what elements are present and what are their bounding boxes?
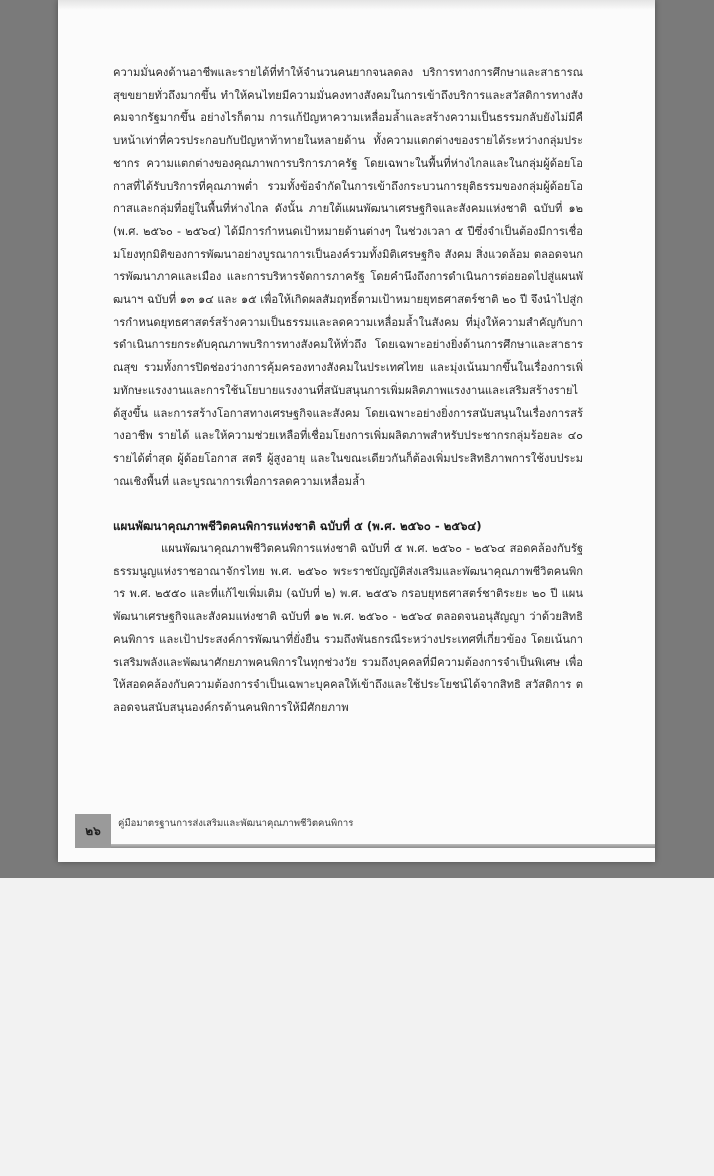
paragraph-spacer xyxy=(113,493,583,515)
document-page xyxy=(58,0,655,862)
footer-rule xyxy=(111,844,655,848)
running-footer-title: คู่มือมาตรฐานการส่งเสริมและพัฒนาคุณภาพชีวิตคนพิการ xyxy=(118,818,354,829)
section-heading: แผนพัฒนาคุณภาพชีวิตคนพิการแห่งชาติ ฉบับที่ ๕ (พ.ศ. ๒๕๖๐ - ๒๕๖๔) xyxy=(113,519,482,534)
paragraph-2: แผนพัฒนาคุณภาพชีวิตคนพิการแห่งชาติ ฉบับที่ ๕ พ.ศ. ๒๕๖๐ - ๒๕๖๔ สอดคล้องกับรัฐธรรมนูญแห่งราชอาณาจักรไทย พ.ศ. ๒๕๖๐ พระราชบัญญัติส่งเสริมและพัฒนาคุณภาพชีวิตคนพิการ พ.ศ. ๒๕๕๐ และที่แก้ไขเพิ่มเติม (ฉบับที่ ๒) พ.ศ. ๒๕๕๖ กรอบยุทธศาสตร์ชาติระยะ ๒๐ ปี แผนพัฒนาเศรษฐกิจและสังคมแห่งชาติ ฉบับที่ ๑๒ พ.ศ. ๒๕๖๐ - ๒๕๖๔ ตลอดจนอนุสัญญา ว่าด้วยสิทธิคนพิการ และเป้าประสงค์การพัฒนาที่ยั่งยืน รวมถึงพันธกรณีระหว่างประเทศที่เกี่ยวข้อง โดยเน้นการเสริมพลังและพัฒนาศักยภาพคนพิการในทุกช่วงวัย รวมถึงบุคคลที่มีความต้องการจำเป็นพิเศษ เพื่อให้สอดคล้องกับความต้องการจำเป็นเฉพาะบุคคลให้เข้าถึงและใช้ประโยชน์ได้จากสิทธิ สวัสดิการ ตลอดจนสนับสนุนองค์กรด้านคนพิการให้มีศักยภาพ xyxy=(113,542,583,714)
page-footer xyxy=(58,814,655,848)
page-top-shadow xyxy=(58,0,655,10)
page-number: ๒๖ xyxy=(85,823,101,838)
page-number-badge xyxy=(75,814,111,848)
paragraph-1: ความมั่นคงด้านอาชีพและรายได้ที่ทำให้จำนวนคนยากจนลดลง บริการทางการศึกษาและสาธารณสุขขยายทั่วถึงมากขึ้น ทำให้คนไทยมีความมั่นคงทางสังคมในการเข้าถึงบริการและสวัสดิการทางสังคมจากรัฐมากขึ้น อย่างไรก็ตาม การแก้ปัญหาความเหลื่อมล้ำและสร้างความเป็นธรรมกลับยังไม่มีคืบหน้าเท่าที่ควรประกอบกับปัญหาท้าทายในหลายด้าน ทั้งความแตกต่างของรายได้ระหว่างกลุ่มประชากร ความแตกต่างของคุณภาพการบริการภาครัฐ โดยเฉพาะในพื้นที่ห่างไกลและในกลุ่มผู้ด้อยโอกาสที่ได้รับบริการที่คุณภาพต่ำ รวมทั้งข้อจำกัดในการเข้าถึงกระบวนการยุติธรรมของกลุ่มผู้ด้อยโอกาสและกลุ่มที่อยู่ในพื้นที่ห่างไกล ดังนั้น ภายใต้แผนพัฒนาเศรษฐกิจและสังคมแห่งชาติ ฉบับที่ ๑๒ (พ.ศ. ๒๕๖๐ - ๒๕๖๔) ได้มีการกำหนดเป้าหมายด้านต่างๆ ในช่วงเวลา ๕ ปีซึ่งจำเป็นต้องมีการเชื่อมโยงทุกมิติของการพัฒนาอย่างบูรณาการเป็นองค์รวมทั้งมิติเศรษฐกิจ สังคม สิ่งแวดล้อม ตลอดจนการพัฒนาภาคและเมือง และการบริหารจัดการภาครัฐ โดยคำนึงถึงการดำเนินการต่อยอดไปสู่แผนพัฒนาฯ ฉบับที่ ๑๓ ๑๔ และ ๑๕ เพื่อให้เกิดผลสัมฤทธิ์ตามเป้าหมายยุทธศาสตร์ชาติ ๒๐ ปี จึงนำไปสู่การกำหนดยุทธศาสตร์สร้างความเป็นธรรมและลดความเหลื่อมล้ำในสังคม ที่มุ่งให้ความสำคัญกับการดำเนินการยกระดับคุณภาพบริการทางสังคมให้ทั่วถึง โดยเฉพาะอย่างยิ่งด้านการศึกษาและสาธารณสุข รวมทั้งการปิดช่องว่างการคุ้มครองทางสังคมในประเทศไทย และมุ่งเน้นมากขึ้นในเรื่องการเพิ่มทักษะแรงงานและการใช้นโยบายแรงงานที่สนับสนุนการเพิ่มผลิตภาพแรงงานและเสริมสร้างรายได้สูงขึ้น และการสร้างโอกาสทางเศรษฐกิจและสังคม โดยเฉพาะอย่างยิ่งการสนับสนุนในเรื่องการสร้างอาชีพ รายได้ และให้ความช่วยเหลือที่เชื่อมโยงการเพิ่มผลิตภาพสำหรับประชากรกลุ่มร้อยละ ๔๐ รายได้ต่ำสุด ผู้ด้อยโอกาส สตรี ผู้สูงอายุ และในขณะเดียวกันก็ต้องเพิ่มประสิทธิภาพการใช้งบประมาณเชิงพื้นที่ และบูรณาการเพื่อการลดความเหลื่อมล้ำ xyxy=(113,66,583,488)
document-body xyxy=(113,62,583,720)
